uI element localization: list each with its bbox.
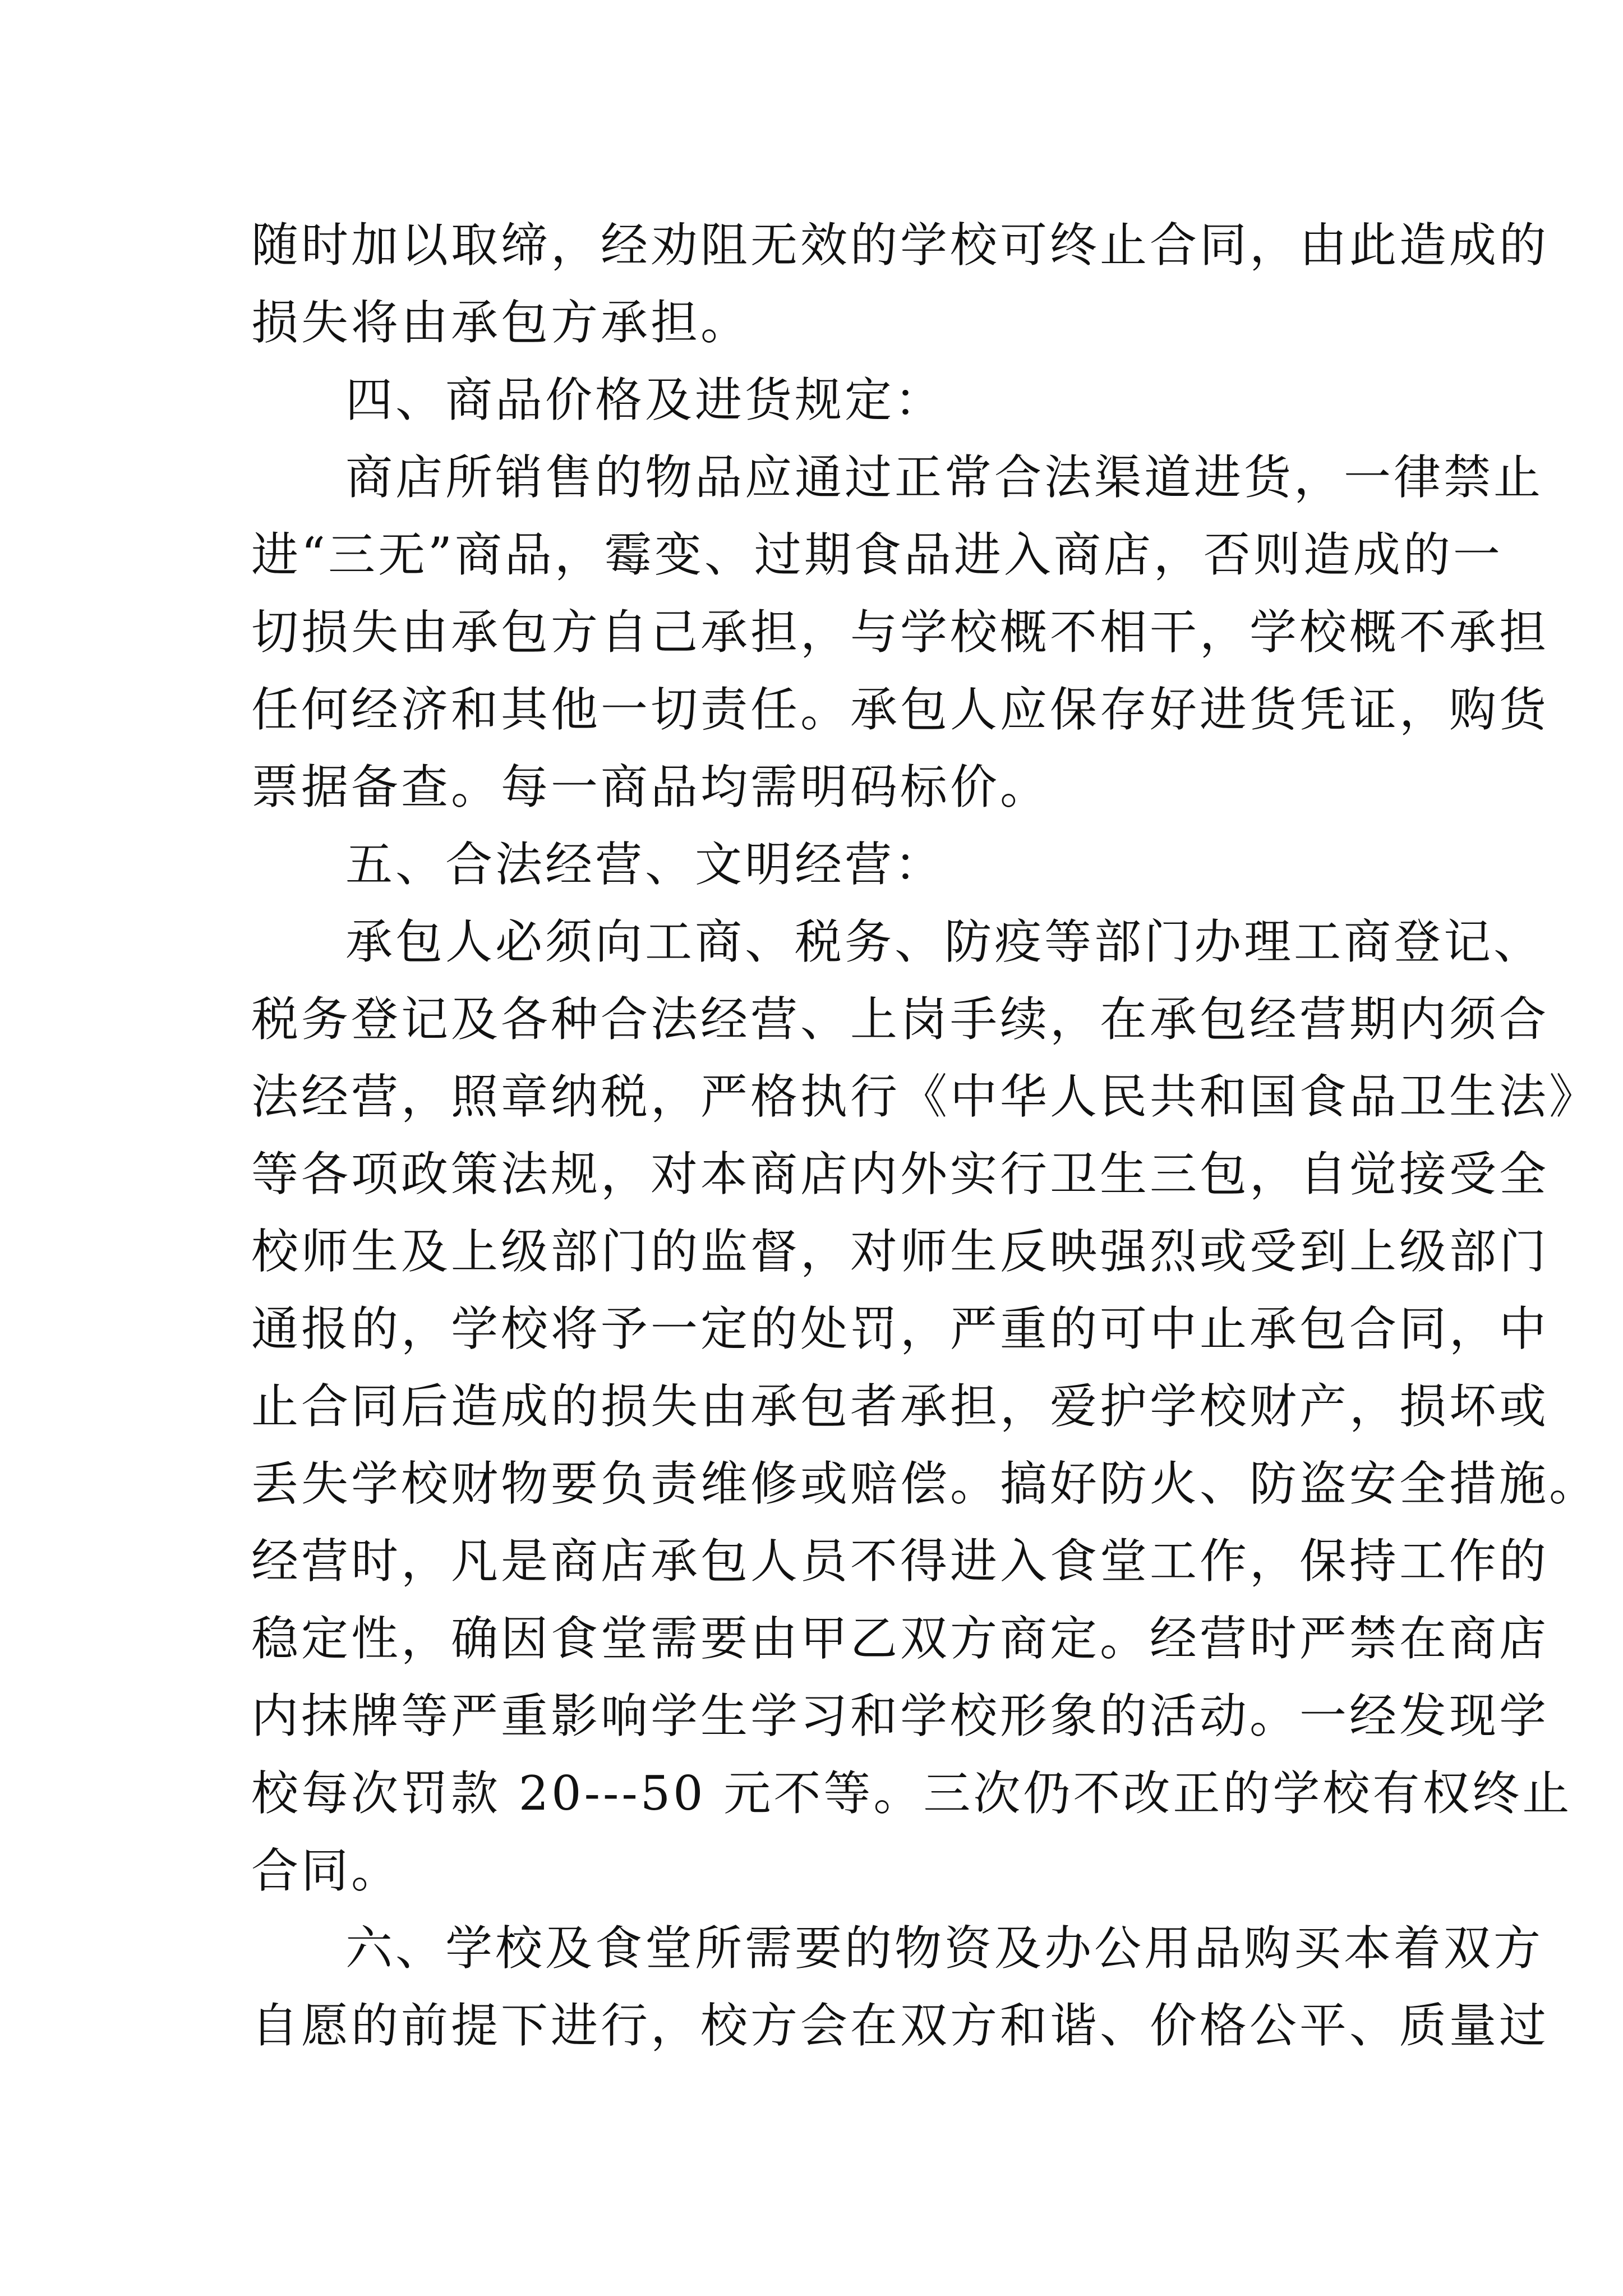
text-line: 随时加以取缔，经劝阻无效的学校可终止合同，由此造成的 [251, 218, 1550, 273]
text-line: 通报的，学校将予一定的处罚，严重的可中止承包合同，中 [251, 1301, 1550, 1356]
text-line: 商店所销售的物品应通过正常合法渠道进货，一律禁止 [345, 450, 1544, 505]
section-heading-6: 六、学校及食堂所需要的物资及办公用品购买本着双方 [345, 1921, 1544, 1976]
text-line: 校师生及上级部门的监督，对师生反映强烈或受到上级部门 [251, 1224, 1550, 1279]
text-line: 税务登记及各种合法经营、上岗手续，在承包经营期内须合 [251, 992, 1550, 1047]
text-line: 止合同后造成的损失由承包者承担，爱护学校财产，损坏或 [251, 1379, 1550, 1434]
text-line: 稳定性，确因食堂需要由甲乙双方商定。经营时严禁在商店 [251, 1611, 1550, 1666]
text-line: 合同。 [251, 1843, 402, 1898]
text-line: 法经营，照章纳税，严格执行《中华人民共和国食品卫生法》 [251, 1069, 1599, 1124]
text-line: 自愿的前提下进行，校方会在双方和谐、价格公平、质量过 [251, 1998, 1550, 2053]
text-line: 校每次罚款 20---50 元不等。三次仍不改正的学校有权终止 [251, 1766, 1573, 1821]
text-line: 经营时，凡是商店承包人员不得进入食堂工作，保持工作的 [251, 1534, 1550, 1589]
text-line: 丢失学校财物要负责维修或赔偿。搞好防火、防盗安全措施。 [251, 1456, 1599, 1511]
text-line: 损失将由承包方承担。 [251, 295, 751, 350]
text-line: 内抹牌等严重影响学生学习和学校形象的活动。一经发现学 [251, 1688, 1550, 1743]
text-line: 进“三无”商品，霉变、过期食品进入商店，否则造成的一 [251, 527, 1503, 582]
text-line: 任何经济和其他一切责任。承包人应保存好进货凭证，购货 [251, 682, 1550, 737]
text-line: 承包人必须向工商、税务、防疫等部门办理工商登记、 [345, 914, 1544, 969]
section-heading-5: 五、合法经营、文明经营： [345, 837, 945, 892]
text-line: 切损失由承包方自己承担，与学校概不相干，学校概不承担 [251, 605, 1550, 660]
section-heading-4: 四、商品价格及进货规定： [345, 372, 945, 427]
text-line: 票据备查。每一商品均需明码标价。 [251, 760, 1050, 815]
contract-body-text [251, 206, 1599, 2064]
text-line: 等各项政策法规，对本商店内外实行卫生三包，自觉接受全 [251, 1147, 1550, 1202]
